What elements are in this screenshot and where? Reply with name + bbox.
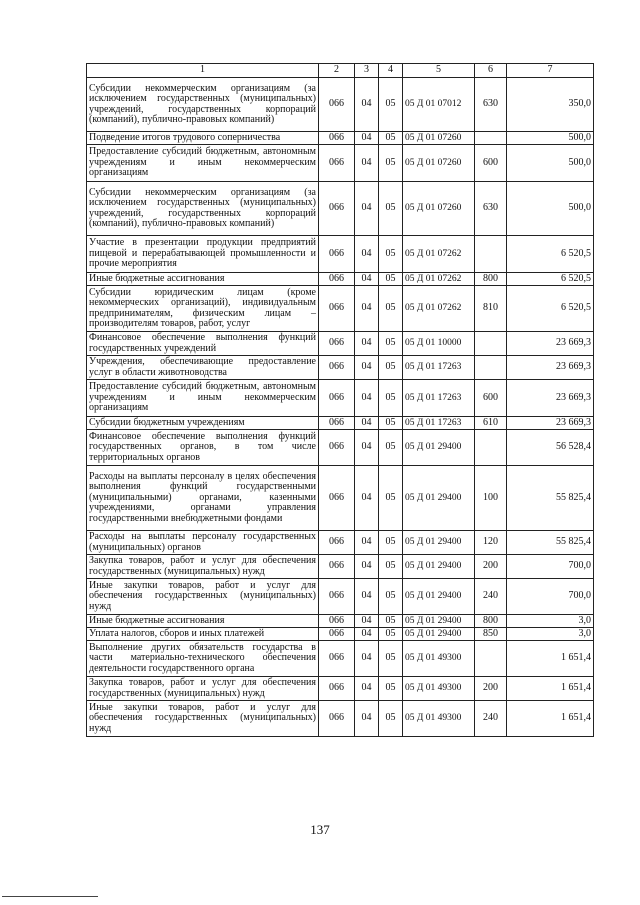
amount-cell: 6 520,5 — [507, 273, 594, 286]
amount-cell: 3,0 — [507, 628, 594, 641]
subsection-code-cell: 05 — [379, 466, 403, 531]
row-name-cell: Иные бюджетные ассигнования — [87, 273, 319, 286]
row-name-cell: Субсидии бюджетным учреждениям — [87, 417, 319, 430]
target-article-cell: 05 Д 01 07262 — [403, 236, 475, 273]
ministry-code-cell: 066 — [319, 380, 355, 417]
row-name-cell: Иные закупки товаров, работ и услуг для обеспечения государственных (муниципальных) нужд — [87, 579, 319, 615]
row-name-cell: Субсидии некоммерческим организациям (за исключением государственных (муниципальных) учреждений, государственных корпораций (компаний), публично-правовых компаний) — [87, 78, 319, 132]
row-name-cell: Уплата налогов, сборов и иных платежей — [87, 628, 319, 641]
ministry-code-cell: 066 — [319, 628, 355, 641]
target-article-cell: 05 Д 01 49300 — [403, 701, 475, 737]
section-code-cell: 04 — [355, 466, 379, 531]
table-row — [87, 145, 594, 182]
ministry-code-cell: 066 — [319, 701, 355, 737]
ministry-code-cell: 066 — [319, 555, 355, 579]
subsection-code-cell: 05 — [379, 356, 403, 380]
amount-cell: 23 669,3 — [507, 332, 594, 356]
amount-cell: 700,0 — [507, 555, 594, 579]
subsection-code-cell: 05 — [379, 641, 403, 677]
row-name-cell: Иные закупки товаров, работ и услуг для обеспечения государственных (муниципальных) нужд — [87, 701, 319, 737]
col-header-3: 3 — [355, 64, 379, 78]
section-code-cell: 04 — [355, 380, 379, 417]
subsection-code-cell: 05 — [379, 579, 403, 615]
expense-type-cell: 630 — [475, 182, 507, 236]
header-row — [87, 64, 594, 78]
expense-type-cell: 100 — [475, 466, 507, 531]
section-code-cell: 04 — [355, 236, 379, 273]
expense-type-cell — [475, 332, 507, 356]
row-name-cell: Закупка товаров, работ и услуг для обеспечения государственных (муниципальных) нужд — [87, 555, 319, 579]
section-code-cell: 04 — [355, 273, 379, 286]
subsection-code-cell: 05 — [379, 273, 403, 286]
section-code-cell: 04 — [355, 677, 379, 701]
subsection-code-cell: 05 — [379, 417, 403, 430]
table-row — [87, 356, 594, 380]
expense-type-cell — [475, 132, 507, 145]
table-row — [87, 531, 594, 555]
ministry-code-cell: 066 — [319, 182, 355, 236]
amount-cell: 6 520,5 — [507, 236, 594, 273]
ministry-code-cell: 066 — [319, 641, 355, 677]
target-article-cell: 05 Д 01 07260 — [403, 182, 475, 236]
table-row — [87, 615, 594, 628]
target-article-cell: 05 Д 01 07260 — [403, 132, 475, 145]
subsection-code-cell: 05 — [379, 182, 403, 236]
expense-type-cell: 600 — [475, 145, 507, 182]
target-article-cell: 05 Д 01 29400 — [403, 579, 475, 615]
table-row — [87, 132, 594, 145]
amount-cell: 1 651,4 — [507, 701, 594, 737]
section-code-cell: 04 — [355, 615, 379, 628]
table-row — [87, 78, 594, 132]
ministry-code-cell: 066 — [319, 417, 355, 430]
section-code-cell: 04 — [355, 132, 379, 145]
section-code-cell: 04 — [355, 182, 379, 236]
row-name-cell: Подведение итогов трудового соперничества — [87, 132, 319, 145]
budget-table — [86, 63, 594, 737]
footnote-divider — [2, 896, 98, 897]
subsection-code-cell: 05 — [379, 286, 403, 332]
amount-cell: 500,0 — [507, 132, 594, 145]
section-code-cell: 04 — [355, 579, 379, 615]
section-code-cell: 04 — [355, 628, 379, 641]
ministry-code-cell: 066 — [319, 677, 355, 701]
subsection-code-cell: 05 — [379, 380, 403, 417]
subsection-code-cell: 05 — [379, 78, 403, 132]
expense-type-cell: 240 — [475, 701, 507, 737]
section-code-cell: 04 — [355, 555, 379, 579]
expense-type-cell: 810 — [475, 286, 507, 332]
target-article-cell: 05 Д 01 49300 — [403, 641, 475, 677]
ministry-code-cell: 066 — [319, 78, 355, 132]
subsection-code-cell: 05 — [379, 132, 403, 145]
page-number: 137 — [310, 822, 330, 837]
ministry-code-cell: 066 — [319, 356, 355, 380]
subsection-code-cell: 05 — [379, 145, 403, 182]
ministry-code-cell: 066 — [319, 466, 355, 531]
target-article-cell: 05 Д 01 29400 — [403, 430, 475, 466]
row-name-cell: Учреждения, обеспечивающие предоставление услуг в области животноводства — [87, 356, 319, 380]
subsection-code-cell: 05 — [379, 677, 403, 701]
row-name-cell: Иные бюджетные ассигнования — [87, 615, 319, 628]
col-header-6: 6 — [475, 64, 507, 78]
section-code-cell: 04 — [355, 531, 379, 555]
subsection-code-cell: 05 — [379, 701, 403, 737]
amount-cell: 1 651,4 — [507, 677, 594, 701]
amount-cell: 23 669,3 — [507, 417, 594, 430]
expense-type-cell: 200 — [475, 677, 507, 701]
table-row — [87, 273, 594, 286]
expense-type-cell: 800 — [475, 615, 507, 628]
ministry-code-cell: 066 — [319, 132, 355, 145]
ministry-code-cell: 066 — [319, 615, 355, 628]
table-row — [87, 466, 594, 531]
section-code-cell: 04 — [355, 78, 379, 132]
ministry-code-cell: 066 — [319, 145, 355, 182]
ministry-code-cell: 066 — [319, 286, 355, 332]
amount-cell: 700,0 — [507, 579, 594, 615]
target-article-cell: 05 Д 01 29400 — [403, 628, 475, 641]
table-row — [87, 579, 594, 615]
target-article-cell: 05 Д 01 07262 — [403, 286, 475, 332]
amount-cell: 1 651,4 — [507, 641, 594, 677]
ministry-code-cell: 066 — [319, 273, 355, 286]
table-row — [87, 677, 594, 701]
target-article-cell: 05 Д 01 07262 — [403, 273, 475, 286]
expense-type-cell — [475, 430, 507, 466]
amount-cell: 55 825,4 — [507, 531, 594, 555]
section-code-cell: 04 — [355, 417, 379, 430]
col-header-4: 4 — [379, 64, 403, 78]
row-name-cell: Предоставление субсидий бюджетным, автономным учреждениям и иным некоммерческим организациям — [87, 145, 319, 182]
target-article-cell: 05 Д 01 17263 — [403, 380, 475, 417]
section-code-cell: 04 — [355, 701, 379, 737]
target-article-cell: 05 Д 01 29400 — [403, 615, 475, 628]
table-row — [87, 641, 594, 677]
amount-cell: 500,0 — [507, 182, 594, 236]
expense-type-cell — [475, 356, 507, 380]
table-row — [87, 182, 594, 236]
section-code-cell: 04 — [355, 332, 379, 356]
section-code-cell: 04 — [355, 356, 379, 380]
subsection-code-cell: 05 — [379, 615, 403, 628]
table-row — [87, 236, 594, 273]
row-name-cell: Закупка товаров, работ и услуг для обеспечения государственных (муниципальных) нужд — [87, 677, 319, 701]
amount-cell: 56 528,4 — [507, 430, 594, 466]
table-row — [87, 380, 594, 417]
expense-type-cell: 610 — [475, 417, 507, 430]
ministry-code-cell: 066 — [319, 236, 355, 273]
target-article-cell: 05 Д 01 17263 — [403, 417, 475, 430]
row-name-cell: Субсидии юридическим лицам (кроме некоммерческих организаций), индивидуальным предпринимателям, физическим лицам – производителям товаров, работ, услуг — [87, 286, 319, 332]
target-article-cell: 05 Д 01 10000 — [403, 332, 475, 356]
expense-type-cell: 850 — [475, 628, 507, 641]
ministry-code-cell: 066 — [319, 430, 355, 466]
expense-type-cell — [475, 641, 507, 677]
expense-type-cell: 120 — [475, 531, 507, 555]
target-article-cell: 05 Д 01 07260 — [403, 145, 475, 182]
target-article-cell: 05 Д 01 29400 — [403, 555, 475, 579]
row-name-cell: Выполнение других обязательств государства в части материально-технического обеспечения деятельности государственного органа — [87, 641, 319, 677]
col-header-1: 1 — [87, 64, 319, 78]
table-row — [87, 430, 594, 466]
ministry-code-cell: 066 — [319, 531, 355, 555]
target-article-cell: 05 Д 01 17263 — [403, 356, 475, 380]
section-code-cell: 04 — [355, 145, 379, 182]
amount-cell: 23 669,3 — [507, 380, 594, 417]
row-name-cell: Предоставление субсидий бюджетным, автономным учреждениям и иным некоммерческим организациям — [87, 380, 319, 417]
subsection-code-cell: 05 — [379, 628, 403, 641]
table-row — [87, 332, 594, 356]
table-row — [87, 286, 594, 332]
amount-cell: 23 669,3 — [507, 356, 594, 380]
target-article-cell: 05 Д 01 29400 — [403, 531, 475, 555]
target-article-cell: 05 Д 01 29400 — [403, 466, 475, 531]
subsection-code-cell: 05 — [379, 332, 403, 356]
subsection-code-cell: 05 — [379, 531, 403, 555]
subsection-code-cell: 05 — [379, 555, 403, 579]
subsection-code-cell: 05 — [379, 430, 403, 466]
amount-cell: 500,0 — [507, 145, 594, 182]
ministry-code-cell: 066 — [319, 579, 355, 615]
row-name-cell: Субсидии некоммерческим организациям (за исключением государственных (муниципальных) учреждений, государственных корпораций (компаний), публично-правовых компаний) — [87, 182, 319, 236]
table-row — [87, 701, 594, 737]
target-article-cell: 05 Д 01 07012 — [403, 78, 475, 132]
col-header-7: 7 — [507, 64, 594, 78]
expense-type-cell: 800 — [475, 273, 507, 286]
section-code-cell: 04 — [355, 430, 379, 466]
amount-cell: 55 825,4 — [507, 466, 594, 531]
amount-cell: 350,0 — [507, 78, 594, 132]
expense-type-cell: 600 — [475, 380, 507, 417]
amount-cell: 6 520,5 — [507, 286, 594, 332]
section-code-cell: 04 — [355, 641, 379, 677]
expense-type-cell — [475, 236, 507, 273]
subsection-code-cell: 05 — [379, 236, 403, 273]
row-name-cell: Расходы на выплаты персоналу в целях обеспечения выполнения функций государственными (муниципальными) органами, казенными учреждениями, органами управления государственными внебюджетными фондами — [87, 466, 319, 531]
expense-type-cell: 240 — [475, 579, 507, 615]
expense-type-cell: 630 — [475, 78, 507, 132]
expense-type-cell: 200 — [475, 555, 507, 579]
col-header-2: 2 — [319, 64, 355, 78]
table-row — [87, 417, 594, 430]
col-header-5: 5 — [403, 64, 475, 78]
row-name-cell: Финансовое обеспечение выполнения функций государственных учреждений — [87, 332, 319, 356]
row-name-cell: Финансовое обеспечение выполнения функций государственных органов, в том числе территориальных органов — [87, 430, 319, 466]
table-row — [87, 628, 594, 641]
amount-cell: 3,0 — [507, 615, 594, 628]
row-name-cell: Участие в презентации продукции предприятий пищевой и перерабатывающей промышленности и прочие мероприятия — [87, 236, 319, 273]
section-code-cell: 04 — [355, 286, 379, 332]
table-row — [87, 555, 594, 579]
ministry-code-cell: 066 — [319, 332, 355, 356]
row-name-cell: Расходы на выплаты персоналу государственных (муниципальных) органов — [87, 531, 319, 555]
target-article-cell: 05 Д 01 49300 — [403, 677, 475, 701]
